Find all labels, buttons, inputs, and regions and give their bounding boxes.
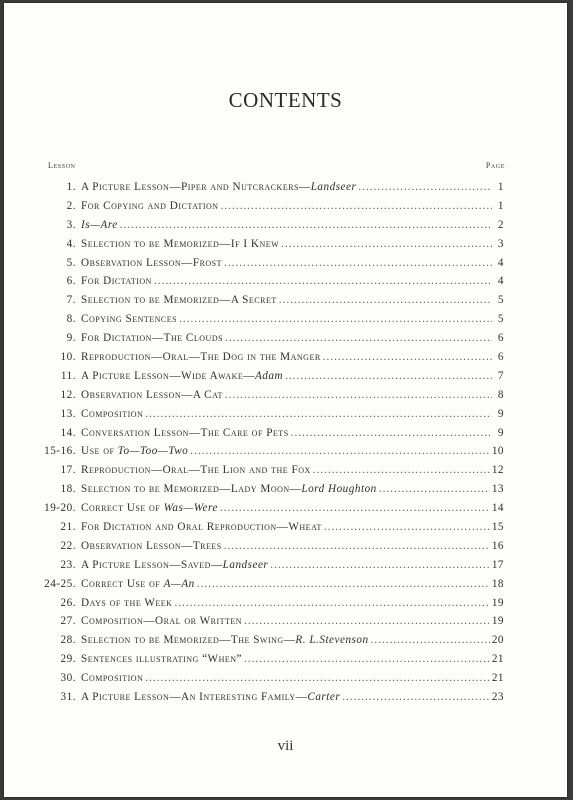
- lesson-title-part: Reproduction—Oral—The Dog in the Manger: [81, 351, 321, 364]
- lesson-column-header: Lesson: [48, 161, 76, 170]
- page-reference: 3: [497, 237, 504, 250]
- toc-entry: [44, 445, 504, 464]
- toc-entry: [44, 332, 504, 351]
- lesson-title: [81, 313, 177, 325]
- page-reference: 15: [491, 521, 504, 534]
- lesson-title-part: Use of: [81, 445, 118, 458]
- page-reference: 23: [491, 691, 504, 704]
- lesson-title-part: Composition—Oral or Written: [81, 615, 243, 628]
- lesson-title: [81, 181, 356, 193]
- lesson-title-part: Sentences illustrating “When”: [81, 653, 243, 666]
- lesson-number: 19-20.: [44, 502, 76, 515]
- lesson-title-part: Selection to be Memorized—If I Knew: [81, 237, 280, 250]
- lesson-title: [81, 370, 283, 382]
- page-reference: 4: [497, 275, 504, 288]
- page-reference: 12: [491, 464, 504, 477]
- dot-leader: [224, 540, 490, 552]
- page-reference: 5: [497, 313, 504, 326]
- lesson-title-part: Reproduction—Oral—The Lion and the Fox: [81, 464, 311, 477]
- page-reference: 6: [497, 351, 504, 364]
- page-reference: 20: [491, 634, 504, 647]
- lesson-title-italic-part: To—Too—Two: [117, 445, 189, 458]
- lesson-number: 30.: [60, 672, 76, 685]
- page-reference: 9: [497, 407, 504, 420]
- page-reference: 17: [491, 558, 504, 571]
- lesson-title-part: A Picture Lesson—Saved—: [81, 558, 223, 571]
- lesson-title-part: A Picture Lesson—An Interesting Family—: [81, 691, 308, 704]
- page-reference: 8: [497, 388, 504, 401]
- page-reference: 9: [497, 426, 504, 439]
- lesson-title-part: For Dictation and Oral Reproduction—Wheat: [81, 521, 322, 534]
- lesson-title-part: A Picture Lesson—Piper and Nutcrackers—: [81, 181, 311, 193]
- page-reference: 16: [491, 539, 504, 552]
- lesson-title-part: Composition: [81, 407, 144, 420]
- lesson-number: 4.: [66, 237, 76, 250]
- page-column-header: Page: [485, 161, 505, 170]
- lesson-number: 12.: [60, 388, 76, 401]
- lesson-number: 14.: [60, 426, 76, 439]
- lesson-title-part: Observation Lesson—Trees: [81, 539, 222, 552]
- dot-leader: [291, 427, 492, 439]
- page-title: CONTENTS: [228, 88, 343, 112]
- dot-leader: [154, 275, 492, 287]
- toc-entry: [44, 370, 504, 389]
- page-number: vii: [277, 738, 294, 754]
- toc-entry: [44, 634, 504, 653]
- lesson-title: [81, 672, 143, 684]
- lesson-number: 23.: [60, 558, 76, 571]
- toc-entry: [44, 691, 504, 710]
- toc-entry: [44, 275, 504, 294]
- lesson-title-italic-part: Is—Are: [81, 218, 118, 231]
- page-reference: 14: [491, 502, 504, 515]
- dot-leader: [358, 181, 492, 193]
- lesson-title-italic-part: Adam: [254, 369, 284, 382]
- lesson-number: 7.: [66, 294, 76, 307]
- toc-entry: [44, 257, 504, 276]
- dot-leader: [324, 521, 490, 533]
- lesson-number: 6.: [66, 275, 76, 288]
- lesson-title: [81, 200, 219, 212]
- lesson-number: 13.: [60, 407, 76, 420]
- lesson-title: [81, 559, 268, 571]
- lesson-number: 15-16.: [44, 445, 76, 458]
- lesson-title: [81, 502, 218, 514]
- lesson-title: [81, 389, 223, 401]
- lesson-title: [81, 445, 188, 457]
- toc-entry: [44, 559, 504, 578]
- lesson-title-italic-part: Was—Were: [163, 502, 218, 515]
- toc-entry: [44, 200, 504, 219]
- lesson-number: 9.: [66, 332, 76, 345]
- lesson-title: [81, 597, 172, 609]
- dot-leader: [285, 370, 492, 382]
- page-reference: 4: [497, 256, 504, 269]
- lesson-title-part: Composition: [81, 672, 144, 685]
- page-reference: 6: [497, 332, 504, 345]
- lesson-title-part: Selection to be Memorized—Lady Moon—: [81, 483, 302, 496]
- toc-entry: [44, 464, 504, 483]
- lesson-title: [81, 483, 377, 495]
- toc-entry: [44, 313, 504, 332]
- page-reference: 19: [491, 615, 504, 628]
- toc-entry: [44, 181, 504, 200]
- lesson-title: [81, 578, 195, 590]
- toc-entry: [44, 219, 504, 238]
- lesson-number: 3.: [66, 218, 76, 231]
- lesson-title: [81, 653, 242, 665]
- lesson-title: [81, 427, 289, 439]
- dot-leader: [220, 502, 490, 514]
- toc-entry: [44, 521, 504, 540]
- toc-entry: [44, 597, 504, 616]
- lesson-title-italic-part: A—An: [163, 577, 195, 590]
- dot-leader: [174, 597, 489, 609]
- page-reference: 10: [491, 445, 504, 458]
- lesson-number: 5.: [66, 256, 76, 269]
- toc-entry: [44, 238, 504, 257]
- lesson-title: [81, 540, 222, 552]
- lesson-title-part: For Copying and Dictation: [81, 199, 219, 212]
- toc-entry: [44, 483, 504, 502]
- dot-leader: [145, 408, 492, 420]
- page-reference: 19: [491, 596, 504, 609]
- page-reference: 1: [497, 181, 504, 193]
- lesson-title: [81, 691, 340, 703]
- toc-entry: [44, 351, 504, 370]
- page-reference: 21: [491, 672, 504, 685]
- toc-entry: [44, 653, 504, 672]
- toc-entry: [44, 502, 504, 521]
- toc-entry: [44, 672, 504, 691]
- page-reference: 21: [491, 653, 504, 666]
- dot-leader: [225, 389, 492, 401]
- toc-entry: [44, 294, 504, 313]
- lesson-title-italic-part: Lord Houghton: [301, 483, 377, 496]
- table-of-contents: [44, 181, 504, 710]
- page-reference: 18: [491, 577, 504, 590]
- lesson-title-part: Observation Lesson—A Cat: [81, 388, 223, 401]
- dot-leader: [313, 464, 490, 476]
- dot-leader: [279, 294, 492, 306]
- lesson-title-part: Days of the Week: [81, 596, 173, 609]
- dot-leader: [379, 483, 490, 495]
- toc-entry: [44, 408, 504, 427]
- lesson-title: [81, 294, 277, 306]
- page-reference: 7: [497, 369, 504, 382]
- lesson-number: 17.: [60, 464, 76, 477]
- lesson-title: [81, 464, 311, 476]
- lesson-title-part: A Picture Lesson—Wide Awake—: [81, 369, 255, 382]
- dot-leader: [197, 578, 490, 590]
- lesson-title: [81, 634, 369, 646]
- lesson-title-part: Conversation Lesson—The Care of Pets: [81, 426, 289, 439]
- lesson-title-italic-part: Carter: [307, 691, 341, 704]
- dot-leader: [244, 615, 490, 627]
- page-reference: 13: [491, 483, 504, 496]
- toc-entry: [44, 615, 504, 634]
- dot-leader: [145, 672, 490, 684]
- dot-leader: [342, 691, 490, 703]
- lesson-number: 10.: [60, 351, 76, 364]
- lesson-number: 26.: [60, 596, 76, 609]
- lesson-number: 29.: [60, 653, 76, 666]
- dot-leader: [225, 332, 492, 344]
- toc-entry: [44, 389, 504, 408]
- dot-leader: [120, 219, 492, 231]
- page-reference: 1: [497, 199, 504, 212]
- toc-entry: [44, 427, 504, 446]
- dot-leader: [179, 313, 492, 325]
- dot-leader: [244, 653, 490, 665]
- toc-entry: [44, 578, 504, 597]
- lesson-title: [81, 408, 143, 420]
- lesson-number: 22.: [60, 539, 76, 552]
- lesson-title-italic-part: R. L.Stevenson: [295, 634, 369, 647]
- lesson-title: [81, 332, 223, 344]
- lesson-number: 24-25.: [44, 577, 76, 590]
- lesson-title: [81, 521, 322, 533]
- lesson-number: 2.: [66, 199, 76, 212]
- page-reference: 5: [497, 294, 504, 307]
- lesson-title-part: For Dictation: [81, 275, 152, 288]
- lesson-title-part: Observation Lesson—Frost: [81, 256, 223, 269]
- lesson-title: [81, 351, 321, 363]
- dot-leader: [281, 238, 492, 250]
- toc-entry: [44, 540, 504, 559]
- lesson-number: 8.: [66, 313, 76, 326]
- lesson-title: [81, 275, 152, 287]
- lesson-title-part: Correct Use of: [81, 577, 164, 590]
- lesson-title-italic-part: Landseer: [310, 181, 357, 193]
- lesson-number: 28.: [60, 634, 76, 647]
- lesson-title: [81, 238, 279, 250]
- dot-leader: [221, 200, 492, 212]
- lesson-title-part: Copying Sentences: [81, 313, 178, 326]
- page-reference: 2: [497, 218, 504, 231]
- lesson-title-part: Correct Use of: [81, 502, 164, 515]
- lesson-number: 11.: [60, 369, 76, 382]
- lesson-number: 1.: [66, 181, 76, 193]
- dot-leader: [190, 445, 490, 457]
- lesson-title-italic-part: Landseer: [222, 558, 269, 571]
- lesson-title-part: For Dictation—The Clouds: [81, 332, 224, 345]
- lesson-title-part: Selection to be Memorized—A Secret: [81, 294, 277, 307]
- lesson-title: [81, 257, 222, 269]
- dot-leader: [224, 257, 492, 269]
- lesson-title: [81, 219, 118, 231]
- lesson-number: 18.: [60, 483, 76, 496]
- lesson-title-part: Selection to be Memorized—The Swing—: [81, 634, 296, 647]
- book-page: [4, 3, 567, 797]
- lesson-number: 31.: [60, 691, 76, 704]
- lesson-number: 27.: [60, 615, 76, 628]
- lesson-number: 21.: [60, 521, 76, 534]
- dot-leader: [371, 634, 490, 646]
- dot-leader: [270, 559, 490, 571]
- lesson-title: [81, 615, 242, 627]
- dot-leader: [323, 351, 492, 363]
